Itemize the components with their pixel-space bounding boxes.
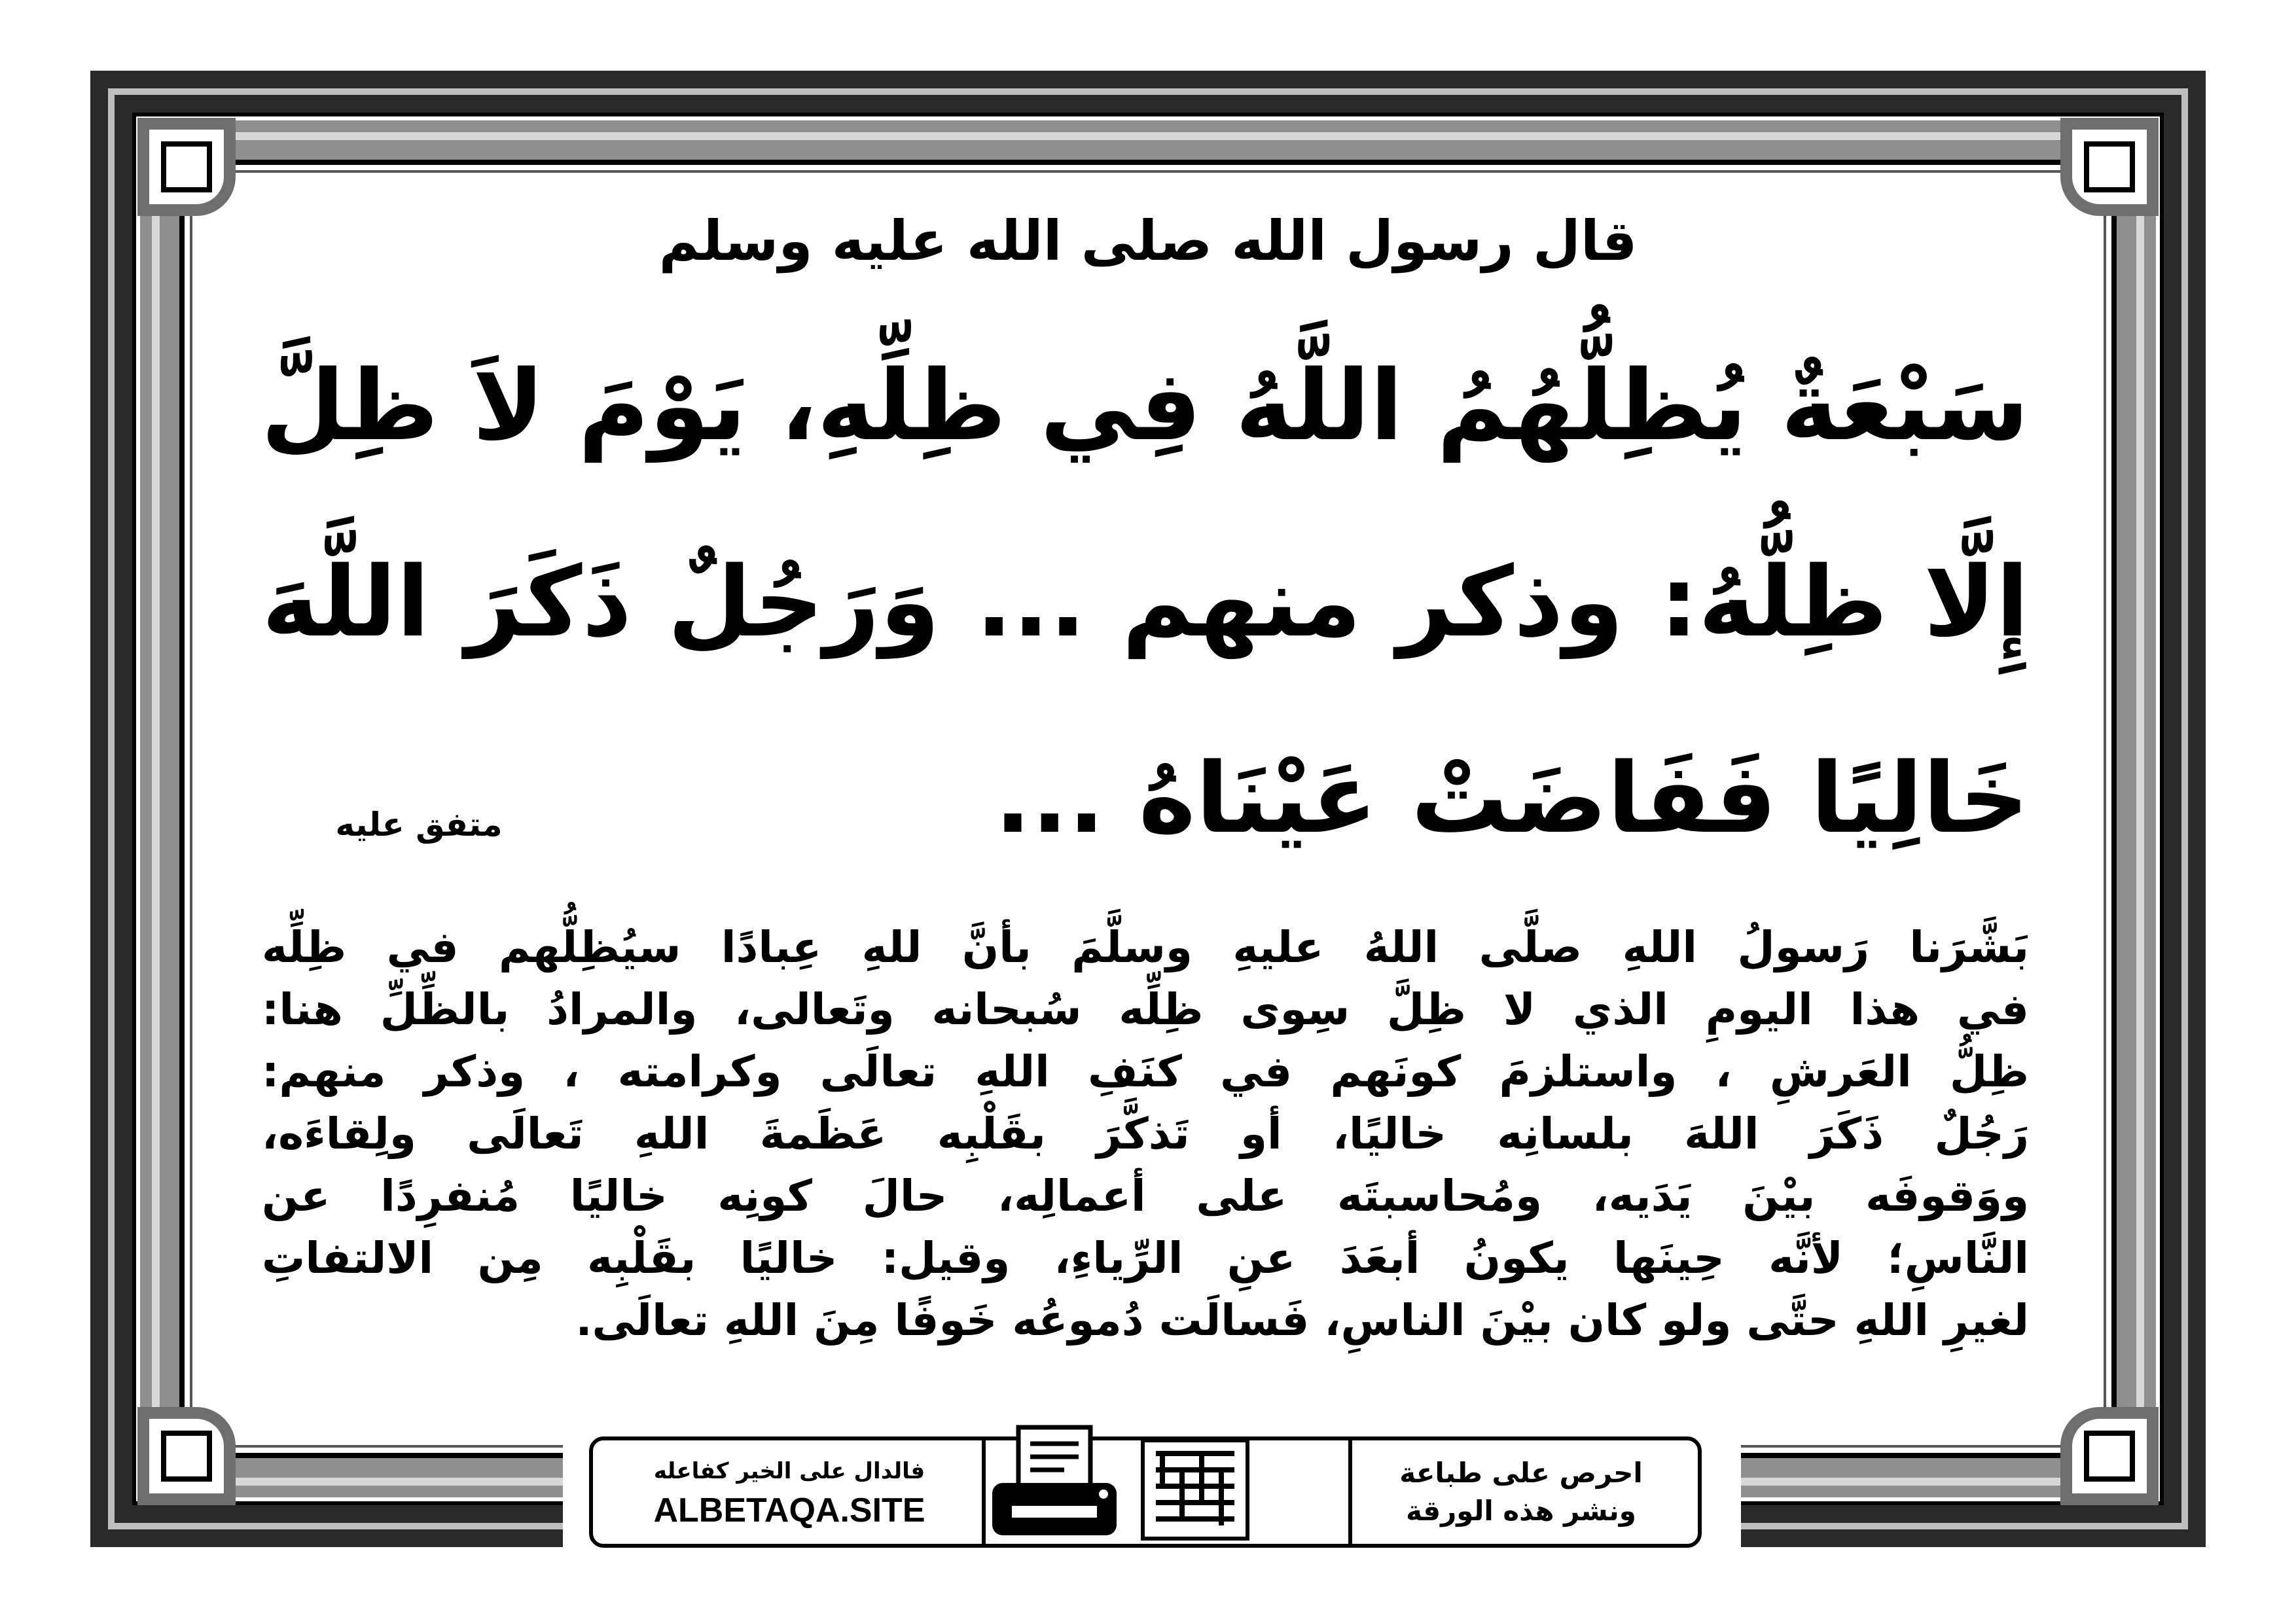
dawah-paper-logo-icon <box>1136 1434 1254 1545</box>
explanation-line: لغيرِ اللهِ حتَّى ولو كان بيْنَ الناسِ، فَسالَت دُموعُه خَوفًا مِنَ اللهِ تعالَى. <box>575 1295 2029 1346</box>
print-share-note <box>1344 1440 1698 1544</box>
explanation-line: في هذا اليومِ الذي لا ظِلَّ سِوى ظِلِّه سُبحانه وتَعالى، والمرادُ بالظِّلِّ هنا: <box>262 984 2029 1035</box>
explanation-line: بَشَّرَنا رَسولُ اللهِ صلَّى اللهُ عليهِ وسلَّمَ بأنَّ للهِ عِبادًا سيُظِلُّهم في ظِلِّه <box>262 922 2029 972</box>
site-url[interactable]: ALBETAQA.SITE <box>653 1491 925 1529</box>
explanation-line: ووَقوفَه بيْنَ يَدَيه، ومُحاسبتَه على أعمالِه، حالَ كونِه خاليًا مُنفرِدًا عن <box>262 1171 2029 1221</box>
frame-corner-ornament <box>137 1407 236 1505</box>
printer-icon <box>986 1421 1123 1552</box>
explanation-line: النَّاسِ؛ لأنَّه حِينَها يكونُ أبعَدَ عنِ الرِّياءِ، وقيل: خاليًا بقَلْبِه مِن الالتفاتِ <box>262 1233 2029 1283</box>
hadith-intro-title: قال رسول الله صلى الله عليه وسلم <box>658 209 1638 273</box>
hadith-quote-line-3: خَالِيًا فَفَاضَتْ عَيْنَاهُ ... <box>994 742 2029 855</box>
explanation-line: ظِلُّ العَرشِ ، واستلزمَ كونَهم في كنَفِ اللهِ تعالَى وكرامته ، وذكر منهم: <box>262 1046 2029 1097</box>
hadith-source: متفق عليه <box>335 806 503 844</box>
print-note-line-1: احرص على طباعة <box>1399 1457 1643 1489</box>
hadith-quote-line-2: إِلَّا ظِلُّهُ: وذكر منهم ... وَرَجُلٌ ذَكَرَ اللَّهَ <box>262 546 2029 658</box>
frame-corner-ornament <box>137 118 236 216</box>
print-note-line-2: ونشر هذه الورقة <box>1406 1495 1636 1527</box>
footer-bar <box>589 1436 1702 1548</box>
site-slogan: فالدال على الخير كفاعله <box>653 1458 925 1484</box>
frame-corner-ornament <box>2060 118 2159 216</box>
footer-divider <box>1348 1440 1352 1544</box>
explanation-line: رَجُلٌ ذَكَرَ اللهَ بلسانِه خاليًا، أو تَذكَّرَ بقَلْبِه عَظَمةَ اللهِ تَعالَى ولِقاءَه، <box>262 1109 2029 1159</box>
frame-corner-ornament <box>2060 1407 2159 1505</box>
hadith-quote-line-1: سَبْعَةٌ يُظِلُّهُمُ اللَّهُ فِي ظِلِّهِ، يَوْمَ لاَ ظِلَّ <box>260 349 2029 462</box>
site-credit <box>593 1440 986 1544</box>
